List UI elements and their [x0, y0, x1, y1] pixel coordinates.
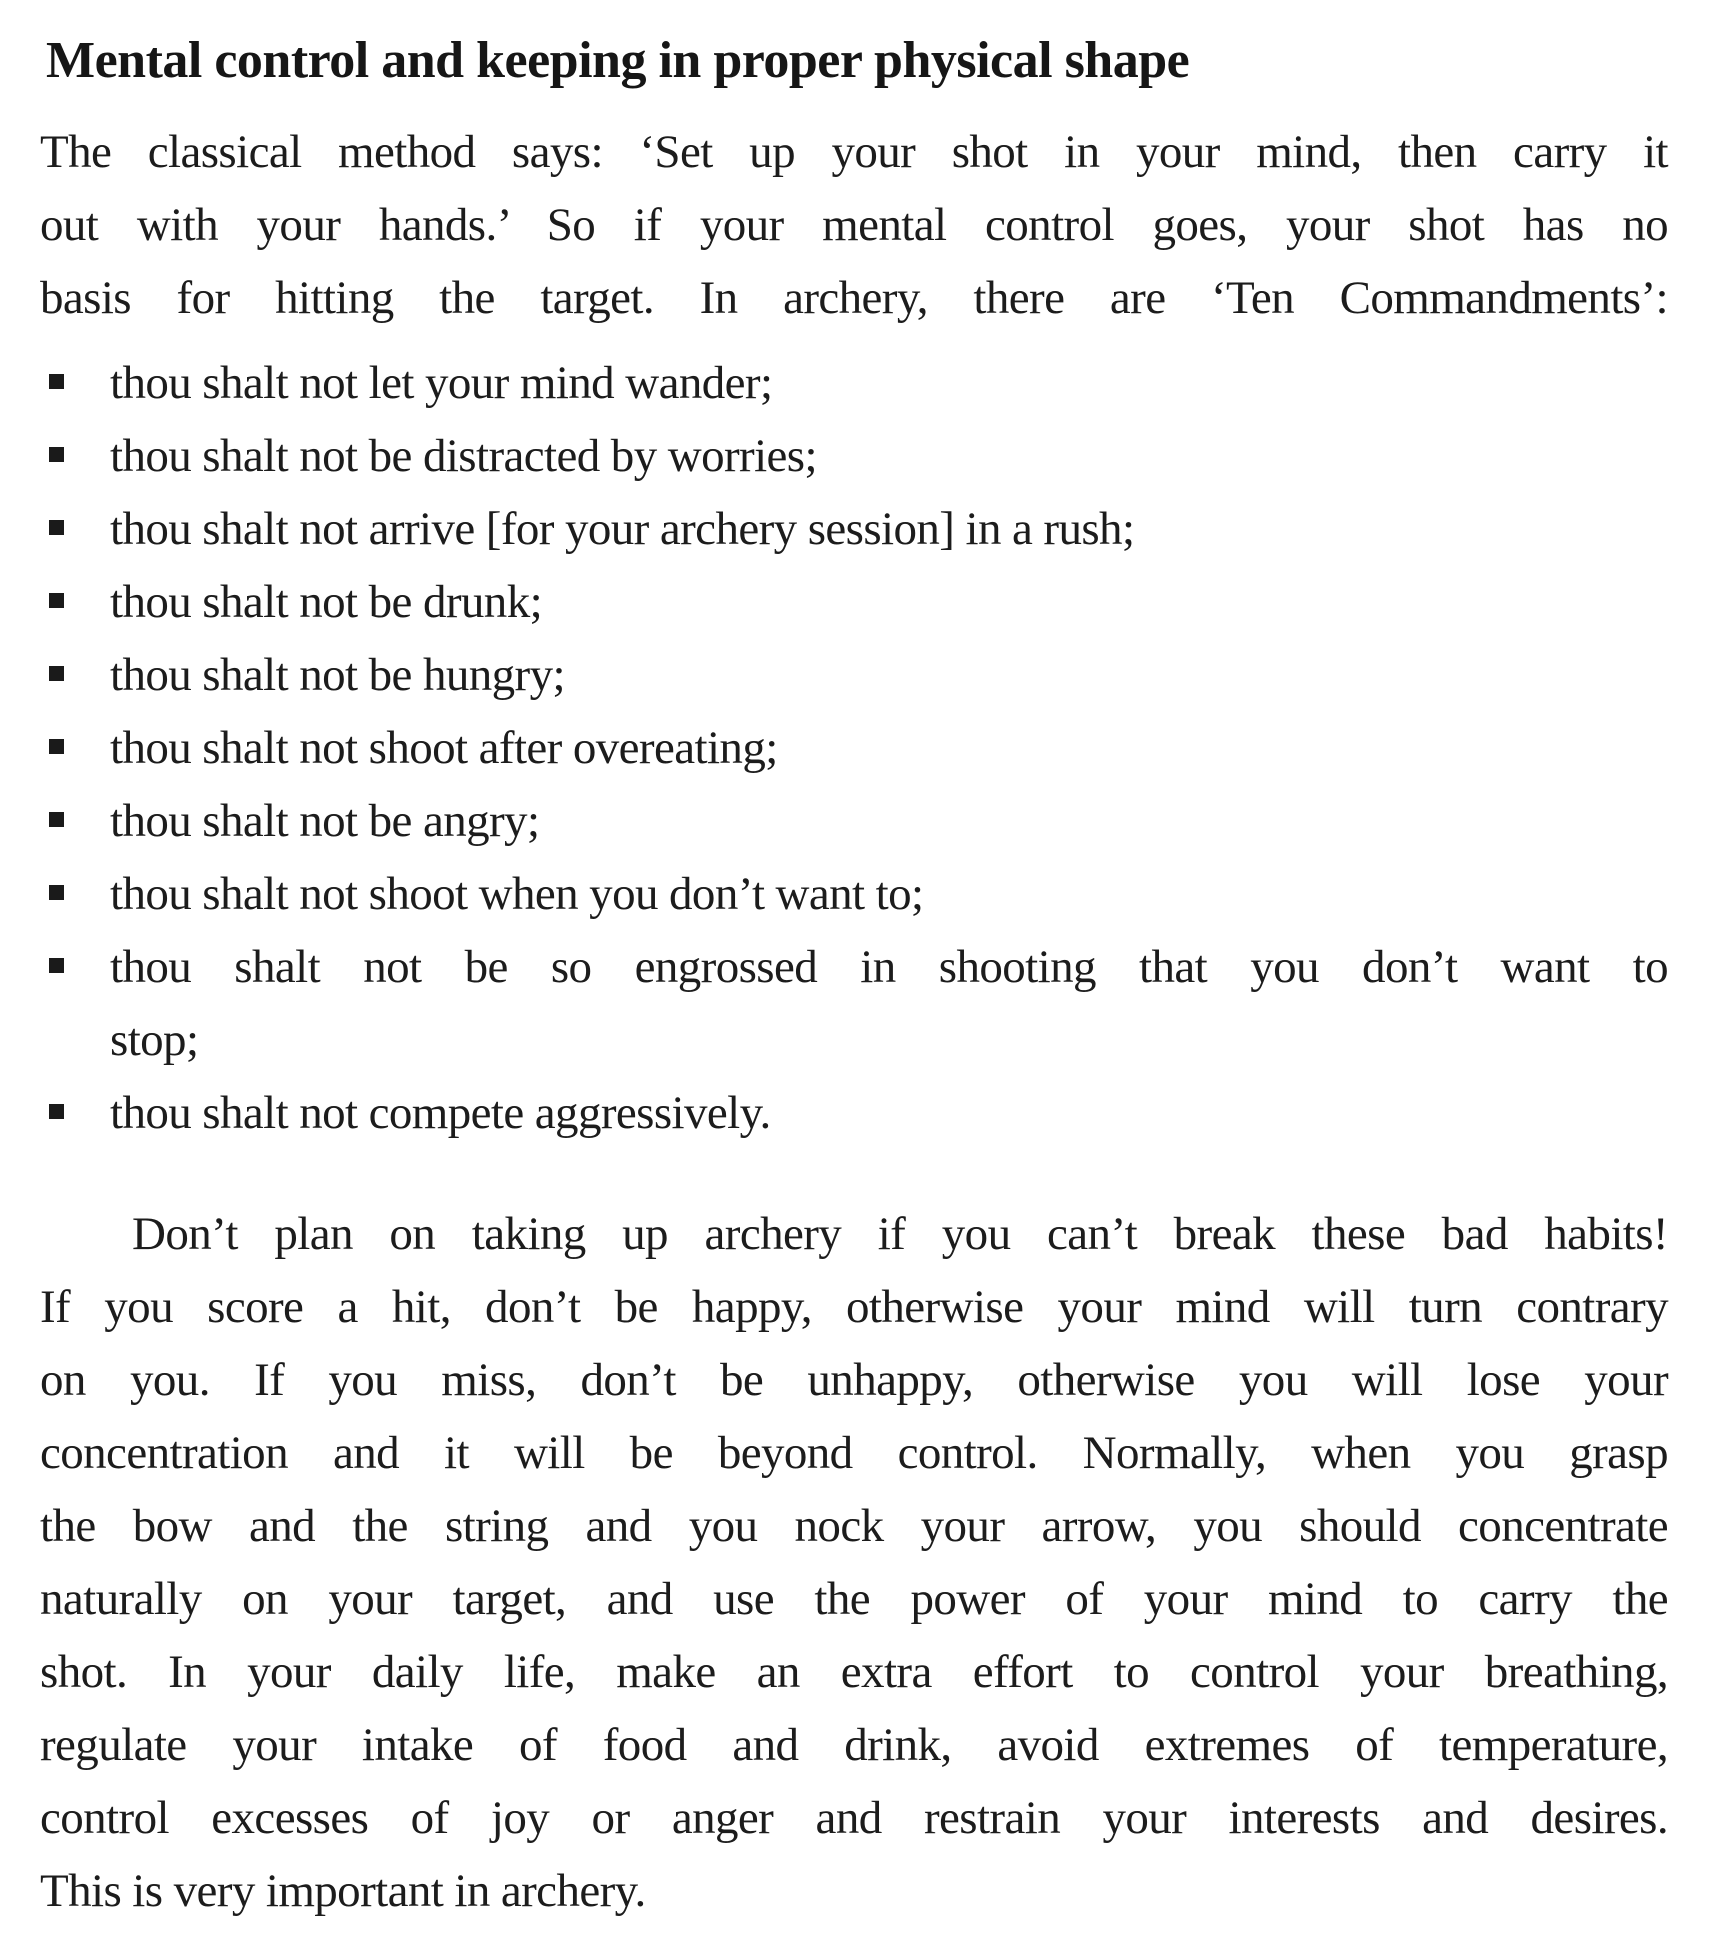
- commandment-text: thou shalt not shoot after overeating;: [110, 722, 778, 774]
- bullet-square-icon: [40, 785, 110, 827]
- commandment-item: [40, 566, 1668, 639]
- paragraph-line: basis for hitting the target. In archery, there are ‘Ten Commandments’:: [40, 272, 1668, 324]
- paragraph-line: If you score a hit, don’t be happy, otherwise your mind will turn contrary: [40, 1281, 1668, 1333]
- commandment-text: thou shalt not be distracted by worries;: [110, 430, 817, 482]
- commandment-item: [40, 420, 1668, 493]
- bullet-square-icon: [40, 420, 110, 462]
- commandment-item: [40, 712, 1668, 785]
- commandment-item: [40, 1077, 1668, 1150]
- bullet-square-icon: [40, 712, 110, 754]
- bullet-square-icon: [40, 1077, 110, 1119]
- commandment-text: thou shalt not let your mind wander;: [110, 357, 773, 409]
- paragraph-line: Don’t plan on taking up archery if you can’t break these bad habits!: [132, 1208, 1668, 1260]
- commandment-text: thou shalt not shoot when you don’t want to;: [110, 868, 924, 920]
- bullet-square-icon: [40, 858, 110, 900]
- intro-paragraph: [40, 116, 1668, 335]
- paragraph-line: on you. If you miss, don’t be unhappy, otherwise you will lose your: [40, 1354, 1668, 1406]
- commandment-text: thou shalt not be drunk;: [110, 576, 543, 628]
- commandment-item: [40, 785, 1668, 858]
- bullet-square-icon: [40, 639, 110, 681]
- paragraph-line: control excesses of joy or anger and restrain your interests and desires.: [40, 1792, 1668, 1844]
- commandment-text: thou shalt not be so engrossed in shooting that you don’t want to: [110, 941, 1668, 993]
- commandment-item: [40, 347, 1668, 420]
- paragraph-line: regulate your intake of food and drink, avoid extremes of temperature,: [40, 1719, 1668, 1771]
- bullet-square-icon: [40, 931, 110, 973]
- commandment-text-continuation: stop;: [110, 1014, 199, 1066]
- commandment-text: thou shalt not compete aggressively.: [110, 1087, 771, 1139]
- paragraph-line: shot. In your daily life, make an extra effort to control your breathing,: [40, 1646, 1668, 1698]
- commandment-item: [40, 639, 1668, 712]
- bullet-square-icon: [40, 566, 110, 608]
- paragraph-line: out with your hands.’ So if your mental control goes, your shot has no: [40, 199, 1668, 251]
- commandment-text: thou shalt not be angry;: [110, 795, 540, 847]
- commandments-list: [40, 347, 1668, 1150]
- paragraph-line: the bow and the string and you nock your arrow, you should concentrate: [40, 1500, 1668, 1552]
- commandment-item: [40, 493, 1668, 566]
- closing-paragraph: [40, 1198, 1668, 1928]
- commandment-text: thou shalt not arrive [for your archery session] in a rush;: [110, 503, 1135, 555]
- bullet-square-icon: [40, 347, 110, 389]
- commandment-item: [40, 931, 1668, 1077]
- paragraph-line: concentration and it will be beyond control. Normally, when you grasp: [40, 1427, 1668, 1479]
- commandment-item: [40, 858, 1668, 931]
- paragraph-line: This is very important in archery.: [40, 1865, 646, 1917]
- commandment-text: thou shalt not be hungry;: [110, 649, 565, 701]
- bullet-square-icon: [40, 493, 110, 535]
- paragraph-line: naturally on your target, and use the power of your mind to carry the: [40, 1573, 1668, 1625]
- section-heading: Mental control and keeping in proper physical shape: [46, 32, 1190, 89]
- paragraph-line: The classical method says: ‘Set up your shot in your mind, then carry it: [40, 126, 1668, 178]
